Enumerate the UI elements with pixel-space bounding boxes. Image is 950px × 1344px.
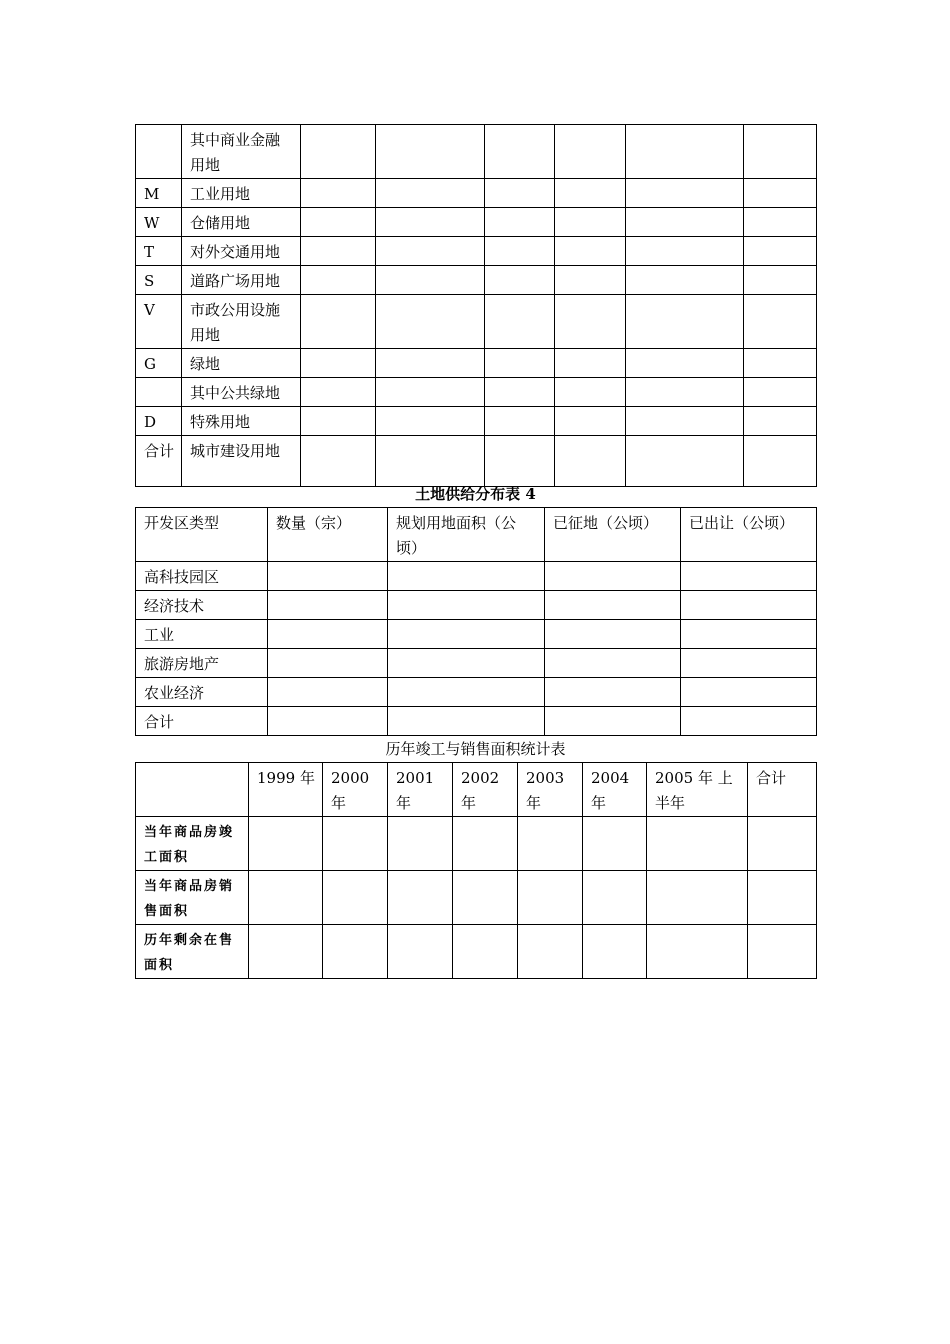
header-year: 2001年 [388,763,453,817]
table-row [136,208,817,237]
table-row [136,707,817,736]
header-year: 2003年 [518,763,583,817]
header-planned-area: 规划用地面积（公顷） [388,508,545,562]
header-count: 数量（宗） [268,508,388,562]
row-label: 经济技术 [136,591,268,620]
table-row [136,871,817,925]
land-name-cell: 特殊用地 [182,407,301,436]
row-label: 当年商品房竣工面积 [136,817,249,871]
row-label: 工业 [136,620,268,649]
table-row [136,179,817,208]
table-row [136,436,817,487]
land-name-cell: 对外交通用地 [182,237,301,266]
table-row [136,925,817,979]
land-code-cell: V [136,295,182,349]
header-year: 2005 年 上半年 [647,763,748,817]
table-row [136,591,817,620]
table-header-row [136,508,817,562]
table-row [136,678,817,707]
land-name-cell: 仓储用地 [182,208,301,237]
header-year: 2004年 [583,763,647,817]
table-row [136,620,817,649]
header-year: 2002年 [453,763,518,817]
table-row [136,295,817,349]
land-use-table [135,124,817,487]
land-name-cell: 其中公共绿地 [182,378,301,407]
table-row [136,407,817,436]
table-row [136,378,817,407]
land-code-cell [136,125,182,179]
row-label: 高科技园区 [136,562,268,591]
table-row [136,237,817,266]
land-code-cell: M [136,179,182,208]
header-dev-zone-type: 开发区类型 [136,508,268,562]
land-name-cell: 绿地 [182,349,301,378]
header-year: 1999 年 [249,763,323,817]
row-label: 历年剩余在售面积 [136,925,249,979]
land-name-cell: 市政公用设施用地 [182,295,301,349]
land-code-cell: T [136,237,182,266]
table-row [136,817,817,871]
table-row [136,125,817,179]
land-name-cell: 其中商业金融用地 [182,125,301,179]
land-name-cell: 城市建设用地 [182,436,301,487]
row-label: 合计 [136,707,268,736]
table3-title: 历年竣工与销售面积统计表 [385,740,566,758]
row-label: 旅游房地产 [136,649,268,678]
header-transferred: 已出让（公顷） [681,508,817,562]
header-empty [136,763,249,817]
land-supply-table [135,507,817,736]
table-row [136,562,817,591]
land-name-cell: 工业用地 [182,179,301,208]
land-code-cell: D [136,407,182,436]
header-year: 2000年 [323,763,388,817]
land-code-cell: 合计 [136,436,182,487]
table-row [136,649,817,678]
table-row [136,349,817,378]
header-acquired: 已征地（公顷） [545,508,681,562]
land-code-cell: S [136,266,182,295]
table2-title: 土地供给分布表 4 [415,485,536,503]
completion-sales-table [135,762,817,979]
table-row [136,266,817,295]
table-header-row [136,763,817,817]
row-label: 当年商品房销售面积 [136,871,249,925]
header-total: 合计 [748,763,817,817]
land-name-cell: 道路广场用地 [182,266,301,295]
row-label: 农业经济 [136,678,268,707]
land-code-cell: W [136,208,182,237]
land-code-cell [136,378,182,407]
land-code-cell: G [136,349,182,378]
